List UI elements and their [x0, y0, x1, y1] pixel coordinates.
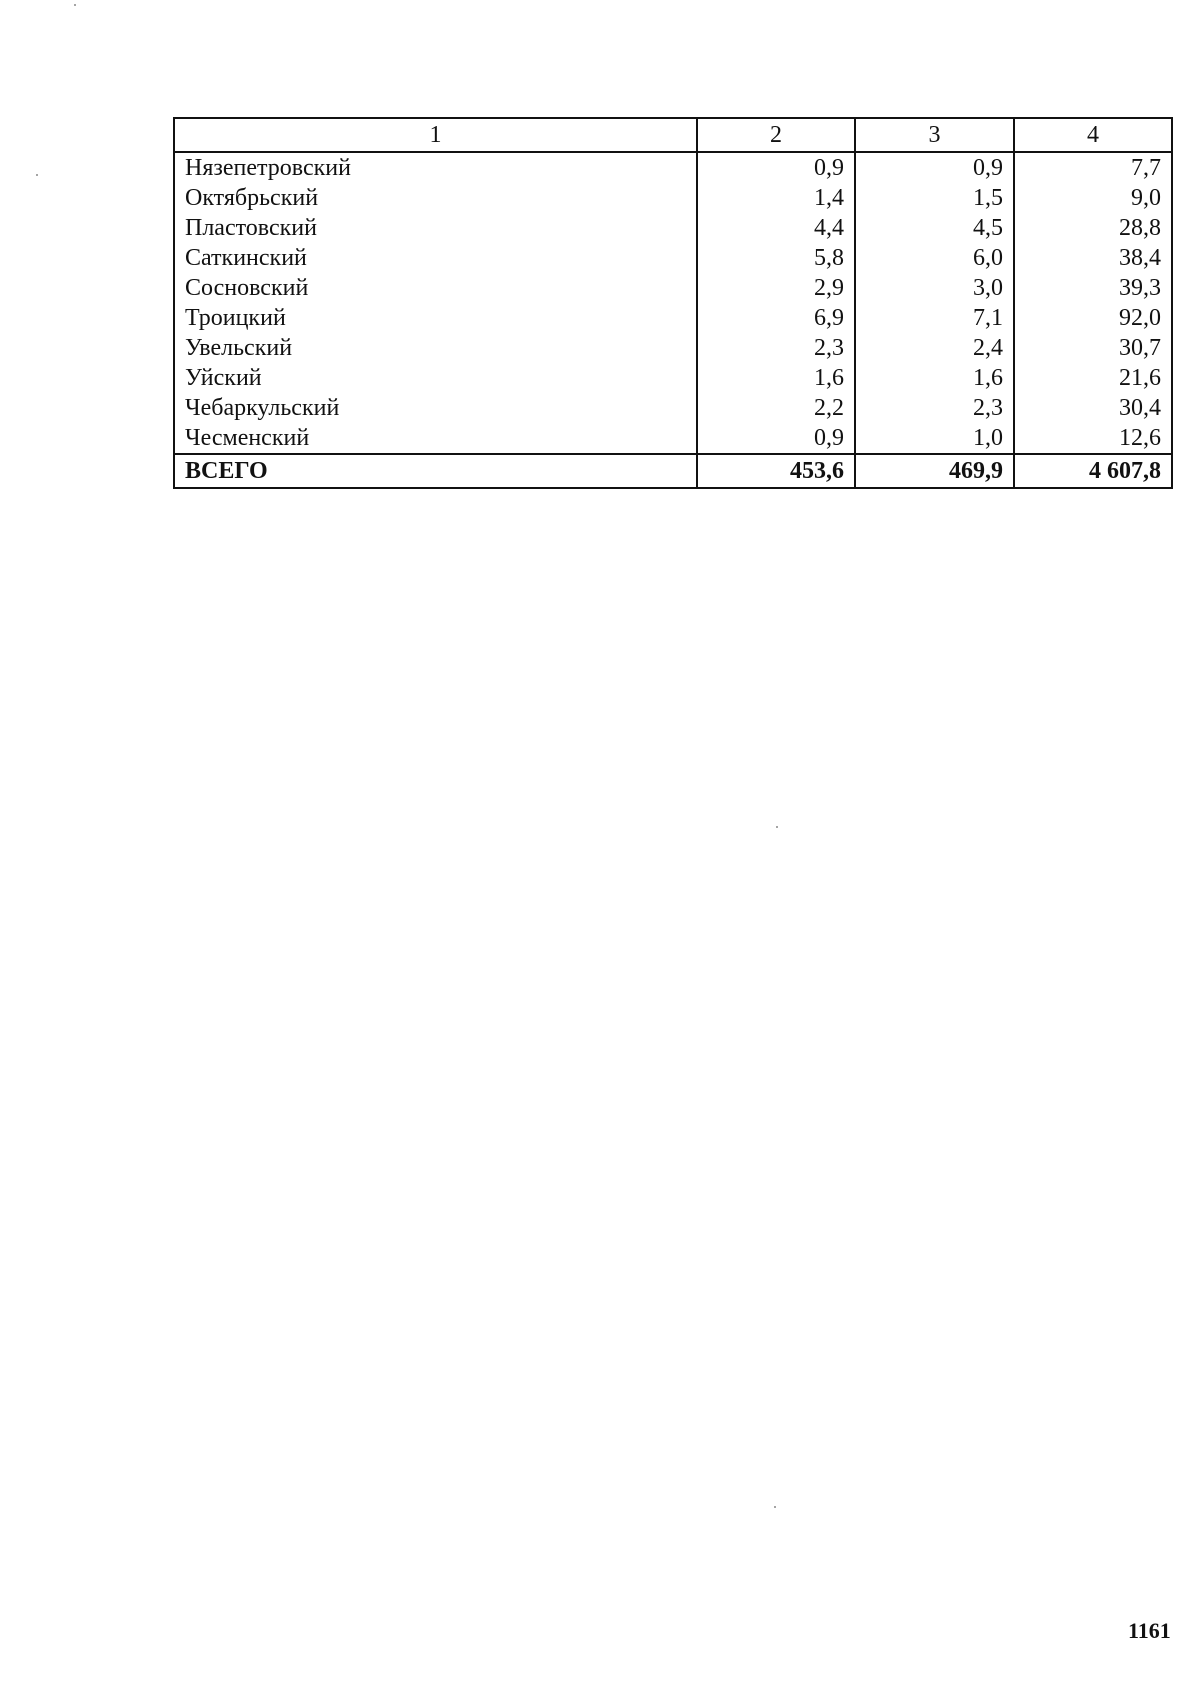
table-row [174, 333, 1172, 363]
value-col-2: 5,8 [697, 243, 855, 273]
column-header-4: 4 [1014, 118, 1172, 152]
column-header-2: 2 [697, 118, 855, 152]
district-name: Нязепетровский [174, 152, 697, 183]
district-name: Чесменский [174, 423, 697, 454]
district-name: Саткинский [174, 243, 697, 273]
value-col-2: 0,9 [697, 423, 855, 454]
page-number: 1161 [1128, 1618, 1171, 1643]
district-name: Чебаркульский [174, 393, 697, 423]
value-col-3: 2,3 [855, 393, 1014, 423]
column-header-3: 3 [855, 118, 1014, 152]
value-col-4: 30,7 [1014, 333, 1172, 363]
value-col-2: 0,9 [697, 152, 855, 183]
value-col-4: 28,8 [1014, 213, 1172, 243]
total-col-4: 4 607,8 [1014, 454, 1172, 488]
scan-speck [36, 174, 38, 176]
district-name: Увельский [174, 333, 697, 363]
table-row [174, 363, 1172, 393]
value-col-4: 39,3 [1014, 273, 1172, 303]
value-col-3: 1,0 [855, 423, 1014, 454]
value-col-4: 21,6 [1014, 363, 1172, 393]
value-col-4: 30,4 [1014, 393, 1172, 423]
value-col-3: 0,9 [855, 152, 1014, 183]
value-col-2: 2,3 [697, 333, 855, 363]
table-row [174, 183, 1172, 213]
district-name: Октябрьский [174, 183, 697, 213]
district-name: Уйский [174, 363, 697, 393]
table-header-row [174, 118, 1172, 152]
value-col-3: 6,0 [855, 243, 1014, 273]
scan-speck [776, 826, 778, 828]
scan-speck [774, 1506, 776, 1508]
value-col-4: 92,0 [1014, 303, 1172, 333]
total-label: ВСЕГО [174, 454, 697, 488]
total-col-2: 453,6 [697, 454, 855, 488]
district-name: Пластовский [174, 213, 697, 243]
total-row [174, 454, 1172, 488]
column-header-1: 1 [174, 118, 697, 152]
table-row [174, 213, 1172, 243]
table-row [174, 423, 1172, 454]
value-col-2: 4,4 [697, 213, 855, 243]
table-row [174, 393, 1172, 423]
value-col-3: 1,6 [855, 363, 1014, 393]
value-col-3: 7,1 [855, 303, 1014, 333]
table-row [174, 303, 1172, 333]
value-col-2: 1,6 [697, 363, 855, 393]
table-row [174, 273, 1172, 303]
value-col-3: 4,5 [855, 213, 1014, 243]
table-row [174, 243, 1172, 273]
district-name: Троицкий [174, 303, 697, 333]
scan-speck [74, 4, 76, 6]
table-row [174, 152, 1172, 183]
value-col-3: 1,5 [855, 183, 1014, 213]
district-name: Сосновский [174, 273, 697, 303]
statistics-table [173, 117, 1173, 489]
value-col-2: 1,4 [697, 183, 855, 213]
value-col-3: 2,4 [855, 333, 1014, 363]
total-col-3: 469,9 [855, 454, 1014, 488]
value-col-2: 6,9 [697, 303, 855, 333]
value-col-3: 3,0 [855, 273, 1014, 303]
value-col-4: 9,0 [1014, 183, 1172, 213]
value-col-2: 2,9 [697, 273, 855, 303]
value-col-4: 7,7 [1014, 152, 1172, 183]
value-col-2: 2,2 [697, 393, 855, 423]
value-col-4: 38,4 [1014, 243, 1172, 273]
value-col-4: 12,6 [1014, 423, 1172, 454]
